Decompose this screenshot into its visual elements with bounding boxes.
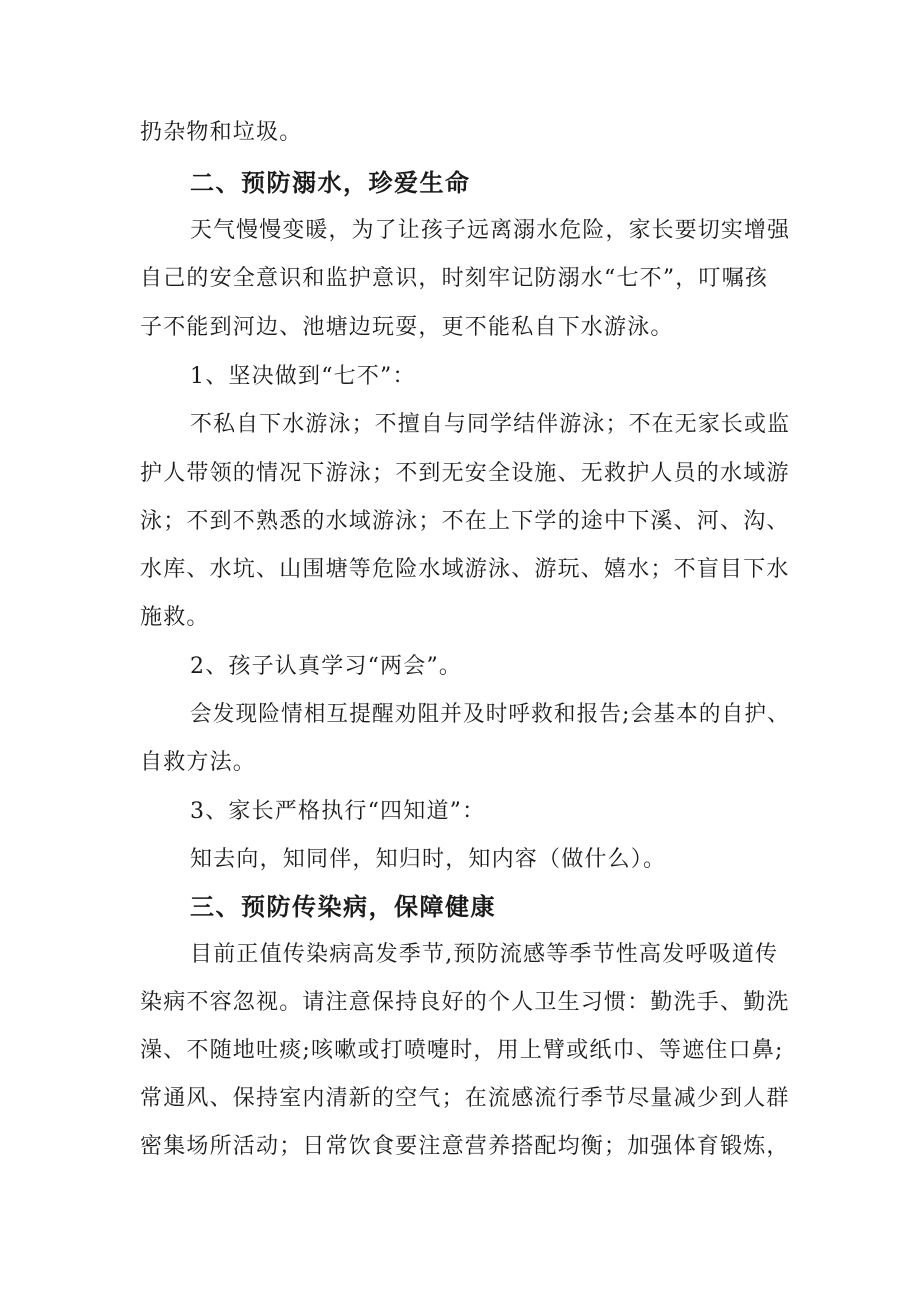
body-line: 常通风、保持室内清新的空气；在流感流行季节尽量减少到人群 xyxy=(140,1086,790,1111)
body-line: 扔杂物和垃圾。 xyxy=(140,120,303,145)
body-line: 泳；不到不熟悉的水域游泳；不在上下学的途中下溪、河、沟、 xyxy=(140,509,790,534)
section-heading-drowning: 二、预防溺水，珍爱生命 xyxy=(190,169,471,197)
body-line: 水库、水坑、山围塘等危险水域游泳、游玩、嬉水；不盲目下水 xyxy=(140,557,790,582)
numbered-item-heading: 3、家长严格执行“四知道”： xyxy=(190,799,486,824)
body-line: 护人带领的情况下游泳；不到无安全设施、无救护人员的水域游 xyxy=(140,461,790,486)
numbered-item-heading: 2、孩子认真学习“两会”。 xyxy=(190,654,463,679)
body-line: 不私自下水游泳；不擅自与同学结伴游泳；不在无家长或监 xyxy=(190,412,791,437)
body-line: 知去向，知同伴，知归时，知内容（做什么）。 xyxy=(190,847,667,872)
body-line: 自救方法。 xyxy=(140,750,257,775)
numbered-item-heading: 1、坚决做到“七不”： xyxy=(190,364,416,389)
section-heading-disease: 三、预防传染病，保障健康 xyxy=(190,893,496,921)
body-line: 澡、不随地吐痰;咳嗽或打喷嚏时，用上臂或纸巾、等遮住口鼻; xyxy=(140,1038,784,1063)
body-line: 子不能到河边、池塘边玩耍，更不能私自下水游泳。 xyxy=(140,315,674,340)
body-line: 染病不容忽视。请注意保持良好的个人卫生习惯：勤洗手、勤洗 xyxy=(140,990,790,1015)
body-line: 施救。 xyxy=(140,605,210,630)
body-line: 目前正值传染病高发季节,预防流感等季节性高发呼吸道传 xyxy=(190,942,779,967)
body-line: 会发现险情相互提醒劝阻并及时呼救和报告;会基本的自护、 xyxy=(190,702,790,727)
body-line: 密集场所活动；日常饮食要注意营养搭配均衡；加强体育锻炼， xyxy=(140,1134,790,1159)
body-line: 天气慢慢变暖，为了让孩子远离溺水危险，家长要切实增强 xyxy=(190,218,791,243)
body-line: 自己的安全意识和监护意识，时刻牢记防溺水“七不”，叮嘱孩 xyxy=(140,266,769,291)
